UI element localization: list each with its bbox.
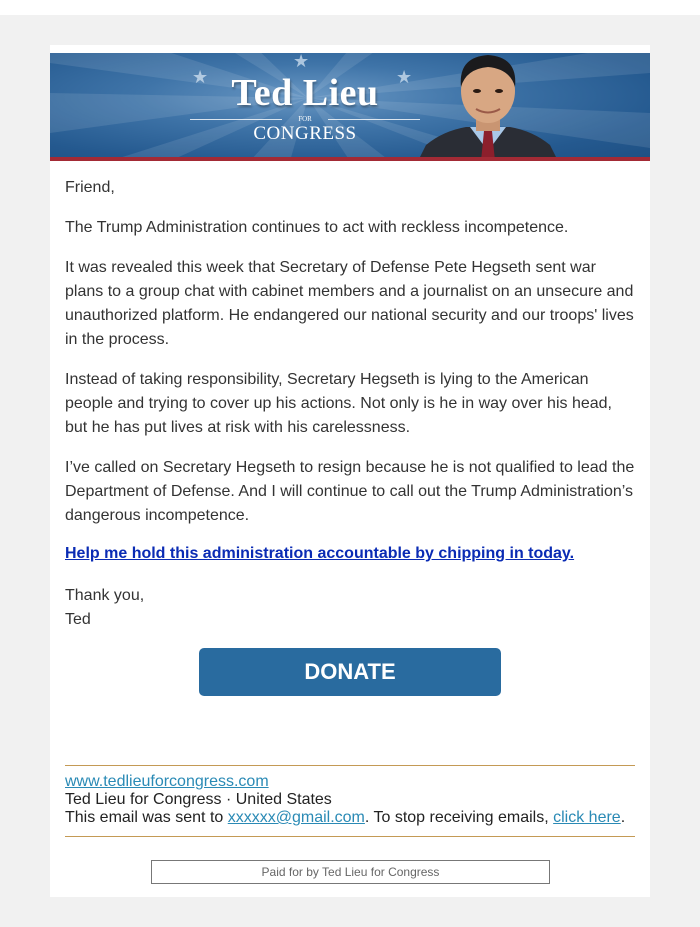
paid-for-disclaimer: Paid for by Ted Lieu for Congress [151,860,550,884]
footer-org-line: Ted Lieu for Congress · United States [65,791,332,808]
chip-in-link[interactable]: Help me hold this administration accountable by chipping in today. [65,545,575,562]
banner-for-word: FOR [298,115,312,123]
banner-divider-right [328,119,420,120]
header-banner [50,53,650,161]
paragraph-3: Instead of taking responsibility, Secretary Hegseth is lying to the American people and trying to cover up his actions. Not only is he in way over his head, but he has put lives at risk with his carelessness. [65,371,612,436]
footer-website-line [65,773,269,791]
paragraph-4: I’ve called on Secretary Hegseth to resign because he is not qualified to lead the Department of Defense. And I will continue to call out the Trump Administration’s dangerous incompetence. [65,459,635,524]
website-link[interactable]: www.tedlieuforcongress.com [65,773,269,790]
sent-suffix: . [620,809,626,826]
footer-divider-bottom [65,836,635,837]
footer-divider-top [65,765,635,766]
paragraph-2: It was revealed this week that Secretary of Defense Pete Hegseth sent war plans to a group chat with cabinet members and a journalist on an unsecure and unauthorized platform. He endangered our national security and our troops' lives in the process. [65,259,634,348]
unsubscribe-link[interactable]: click here [553,809,621,826]
banner-divider-left [190,119,282,120]
candidate-portrait-icon [418,53,558,161]
signature: Ted [65,611,91,628]
footer-sent-line [65,809,625,827]
banner-red-stripe [50,157,650,161]
signoff: Thank you, [65,587,145,604]
sent-middle: . To stop receiving emails, [364,809,554,826]
top-strip [0,0,700,15]
sent-prefix: This email was sent to [65,809,228,826]
star-icon: ★ [396,67,413,87]
banner-congress-word: CONGRESS [253,123,357,144]
paragraph-1: The Trump Administration continues to act with reckless incompetence. [65,219,569,236]
star-icon: ★ [293,53,310,71]
donate-button[interactable]: DONATE [199,648,501,696]
greeting: Friend, [65,179,115,196]
banner-candidate-name: Ted Lieu [231,72,379,114]
star-icon: ★ [192,67,209,87]
email-card [50,45,650,897]
recipient-email-link[interactable]: xxxxxx@gmail.com [227,809,365,826]
